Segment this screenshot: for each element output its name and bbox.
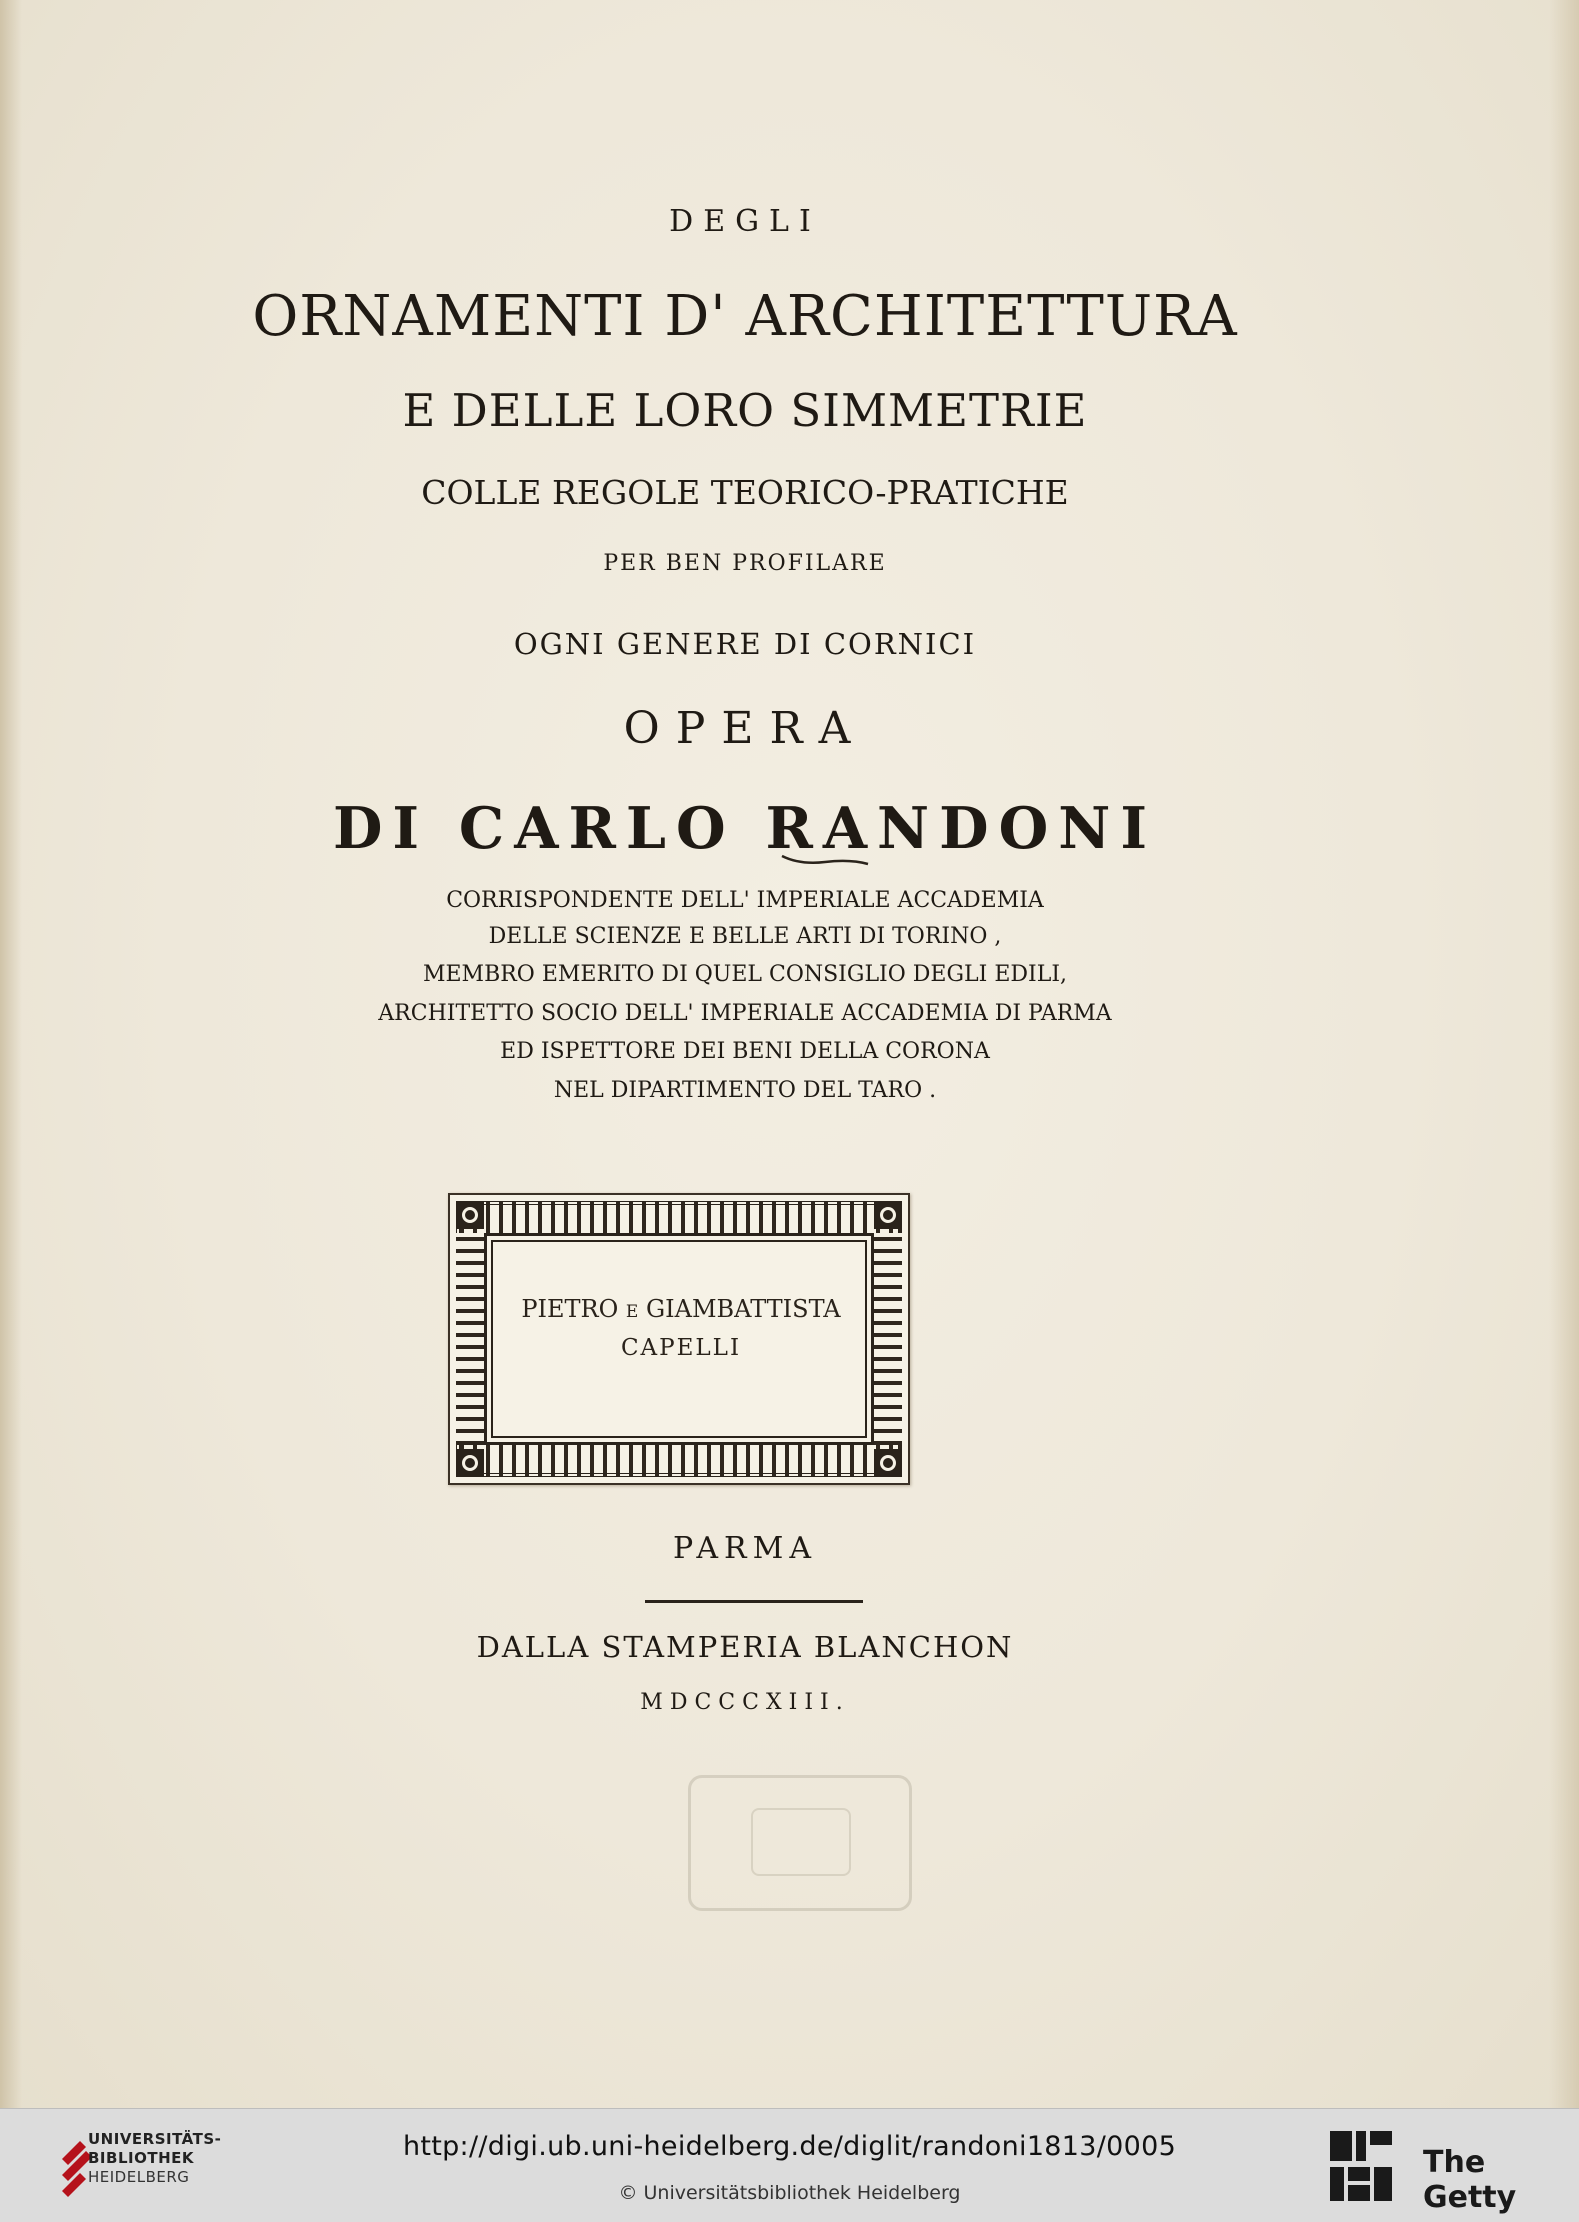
- label-line-1: [450, 1295, 912, 1323]
- label-name-pietro: PIETRO: [521, 1295, 619, 1323]
- opera-label: OPERA: [623, 703, 867, 754]
- main-title: ORNAMENTI D' ARCHITETTURA: [252, 284, 1238, 349]
- corner-rosette-icon: [874, 1201, 902, 1229]
- corner-rosette-icon: [456, 1201, 484, 1229]
- library-name-line-3: HEIDELBERG: [88, 2168, 190, 2186]
- label-name-giambattista: GIAMBATTISTA: [645, 1295, 841, 1323]
- library-name-line-2: BIBLIOTHEK: [88, 2149, 194, 2167]
- subtitle-cornici: OGNI GENERE DI CORNICI: [513, 627, 977, 661]
- copyright-notice: © Universitätsbibliothek Heidelberg: [618, 2182, 961, 2204]
- imprint-printer: DALLA STAMPERIA BLANCHON: [476, 1630, 1014, 1664]
- ink-underline-mark: [780, 853, 870, 867]
- faint-library-stamp: [688, 1775, 912, 1911]
- permalink-url[interactable]: http://digi.ub.uni-heidelberg.de/diglit/randoni1813/0005: [402, 2131, 1177, 2162]
- footer-bar: [0, 2108, 1579, 2222]
- imprint-year: MDCCCXIII.: [640, 1690, 850, 1715]
- subtitle-simmetrie: E DELLE LORO SIMMETRIE: [402, 384, 1088, 437]
- subtitle-regole: COLLE REGOLE TEORICO-PRATICHE: [421, 473, 1069, 512]
- credential-line-2: DELLE SCIENZE E BELLE ARTI DI TORINO ,: [488, 924, 1002, 949]
- subtitle-profilare: PER BEN PROFILARE: [603, 551, 887, 576]
- title-degli: DEGLI: [669, 204, 821, 239]
- page-edge-right: [1549, 0, 1579, 2108]
- credential-line-1: CORRISPONDENTE DELL' IMPERIALE ACCADEMIA: [446, 888, 1044, 913]
- credential-line-6: NEL DIPARTIMENTO DEL TARO .: [553, 1078, 937, 1103]
- bookseller-label: [448, 1193, 910, 1485]
- imprint-rule: [645, 1600, 863, 1603]
- corner-rosette-icon: [456, 1449, 484, 1477]
- credential-line-5: ED ISPETTORE DEI BENI DELLA CORONA: [500, 1039, 990, 1064]
- imprint-city: PARMA: [672, 1531, 818, 1566]
- library-name-line-1: UNIVERSITÄTS-: [88, 2130, 222, 2148]
- label-conjunction: E: [625, 1302, 639, 1322]
- partner-name[interactable]: The Getty: [1423, 2145, 1517, 2215]
- label-line-2: CAPELLI: [620, 1335, 742, 1361]
- author-name: DI CARLO RANDONI: [332, 795, 1158, 862]
- getty-logo-icon[interactable]: [1326, 2127, 1396, 2207]
- credential-line-3: MEMBRO EMERITO DI QUEL CONSIGLIO DEGLI EDILI,: [422, 962, 1068, 987]
- corner-rosette-icon: [874, 1449, 902, 1477]
- credential-line-4: ARCHITETTO SOCIO DELL' IMPERIALE ACCADEMIA DI PARMA: [378, 1001, 1112, 1026]
